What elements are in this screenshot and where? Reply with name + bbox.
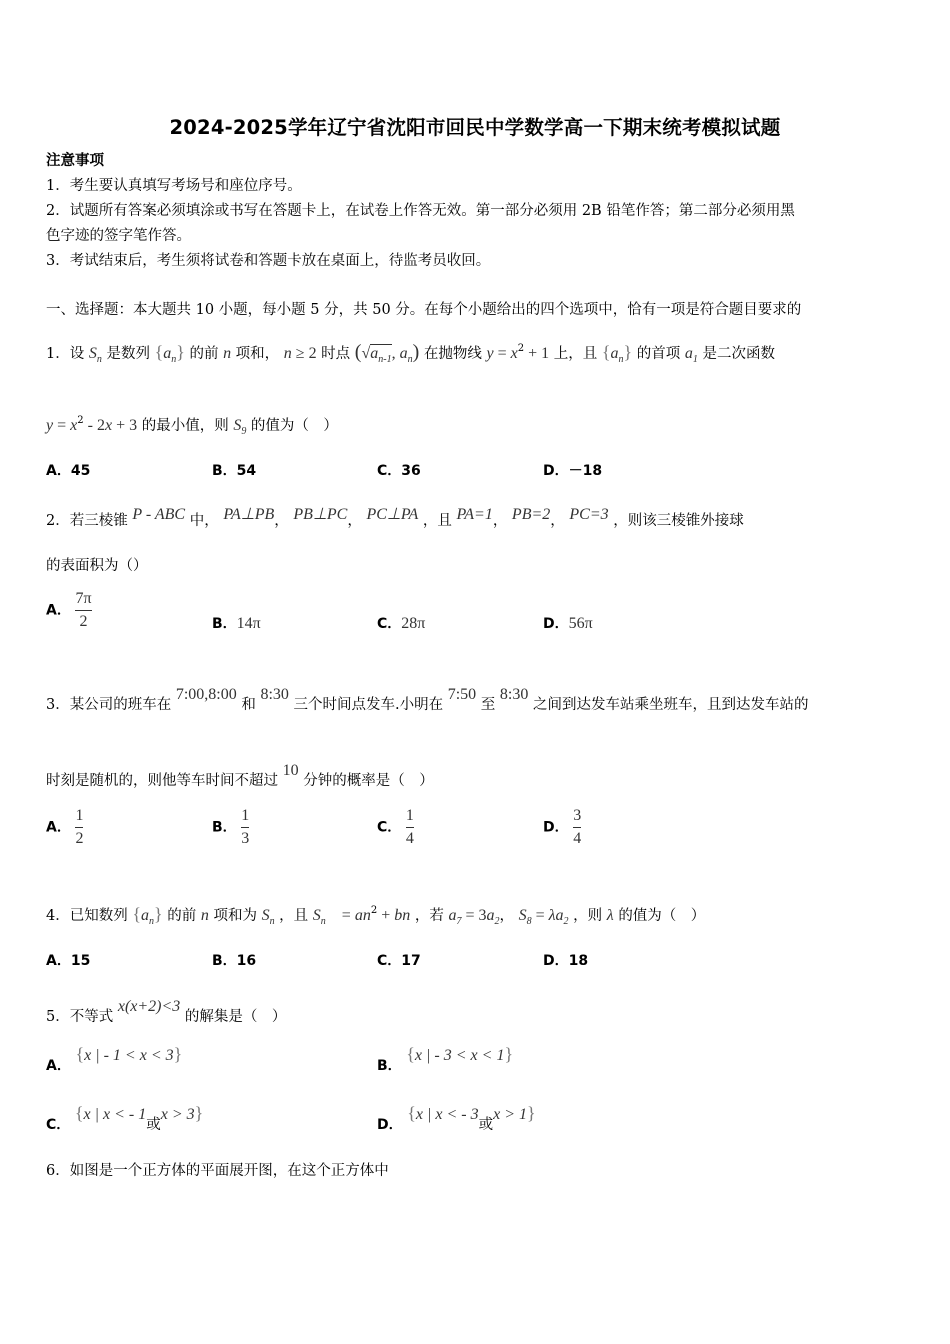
notice-heading: 注意事项 <box>46 152 104 169</box>
notice-item-2a: 2．试题所有答案必须填涂或书写在答题卡上，在试卷上作答无效。第一部分必须用 2B 铅笔作答；第二部分必须用黑 <box>46 203 795 219</box>
section-heading: 一、选择题：本大题共 10 小题，每小题 5 分，共 50 分。在每个小题给出的四个选项中，恰有一项是符合题目要求的 <box>46 302 802 318</box>
q2-option-d: D．56π <box>543 615 593 632</box>
q3-option-b: B． $\frac{1}{3}$ <box>212 807 250 847</box>
q4-option-b: B．16 <box>212 953 257 969</box>
question-2-line-2: 的表面积为（） <box>46 558 148 574</box>
page-title: 2024-2025学年辽宁省沈阳市回民中学数学高一下期末统考模拟试题 <box>169 116 781 139</box>
q1-option-d: D．－18 <box>543 463 603 479</box>
q5-option-a: A． {x | - 1 < x < 3} <box>46 1044 183 1074</box>
q4-option-d: D．18 <box>543 953 589 969</box>
q4-option-a: A．15 <box>46 953 91 969</box>
q2-option-b: B．14π <box>212 615 261 632</box>
q2-option-a: A． $\frac{7\pi}{2}$ <box>46 590 92 630</box>
notice-item-1: 1．考生要认真填写考场号和座位序号。 <box>46 178 302 194</box>
q3-option-a: A． $\frac{1}{2}$ <box>46 807 84 847</box>
q3-option-d: D． $\frac{3}{4}$ <box>543 807 582 847</box>
q1-option-a: A．45 <box>46 463 91 479</box>
q2-option-c: C．28π <box>377 615 426 632</box>
question-3-line-1: 3．某公司的班车在 7:00,8:00 和 8:30 三个时间点发车.小明在 7:50 至 8:30 之间到达发车站乘坐班车，且到达发车站的 <box>46 686 809 713</box>
q1-option-b: B．54 <box>212 463 257 479</box>
q1-option-c: C．36 <box>377 463 421 479</box>
question-2-line-1: 2．若三棱锥 P - ABC 中， PA⊥PB， PB⊥PC， PC⊥PA ，且 PA=1， PB=2， PC=3 ，则该三棱锥外接球 <box>46 506 744 529</box>
q4-option-c: C．17 <box>377 953 421 969</box>
q5-option-b: B． {x | - 3 < x < 1} <box>377 1044 514 1074</box>
question-1-line-2: $y = x^2 - 2x + 3$ 的最小值，则 $S_9$ 的值为（ ） <box>46 415 338 437</box>
question-1-line-1: 1．设 $S_n$ 是数列 $\{a_n\}$ 的前 n 项和， n ≥ 2 时点 ($√a_{n-1}$, $a_n$) 在抛物线 $y = x^2 + 1$ 上，且 $\{a_n\}$ 的首项 $a_1$ 是二次函数 <box>46 341 775 365</box>
question-3-line-2: 时刻是随机的，则他等车时间不超过 10 分钟的概率是（ ） <box>46 762 434 789</box>
question-4: 4．已知数列 $\{a_n\}$ 的前 n 项和为 $S_n$ ，且 $S_n$ = $an^2$ + bn ，若 $a_7 = 3a_2$， $S_8 = \lambda a_2$ ，则 λ 的值为（ ） <box>46 904 706 927</box>
q5-option-d: D． {x | x < - 3或x > 1} <box>377 1103 536 1133</box>
q3-option-c: C． $\frac{1}{4}$ <box>377 807 414 847</box>
notice-item-2b: 色字迹的签字笔作答。 <box>46 228 191 244</box>
question-5: 5．不等式 x(x+2)<3 的解集是（ ） <box>46 998 287 1025</box>
question-6: 6．如图是一个正方体的平面展开图，在这个正方体中 <box>46 1163 389 1179</box>
q5-option-c: C． {x | x < - 1或x > 3} <box>46 1103 204 1133</box>
notice-item-3: 3．考试结束后，考生须将试卷和答题卡放在桌面上，待监考员收回。 <box>46 253 491 269</box>
